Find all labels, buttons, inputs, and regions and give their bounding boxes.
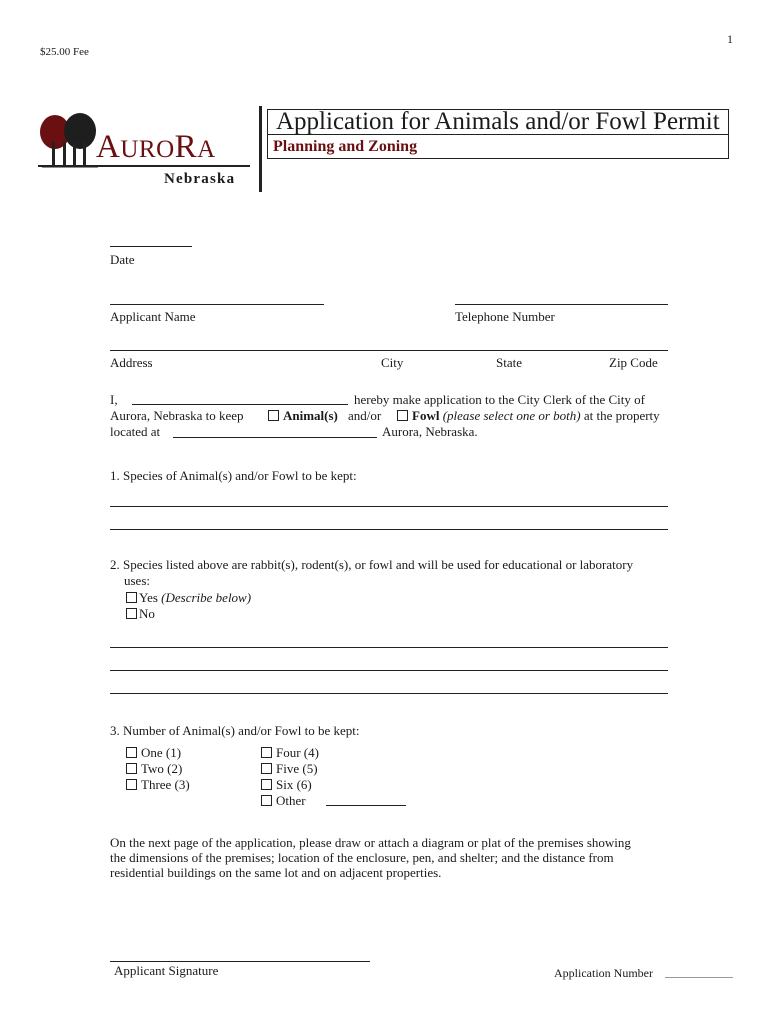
q3-checkbox[interactable] [126,763,137,774]
q2-yes-note: (Describe below) [161,590,252,605]
statement-hereby: hereby make application to the City Clerk of the City of [354,392,645,407]
note-line-1: On the next page of the application, please draw or attach a diagram or plat of the premises showing [110,835,631,850]
q3-option-label: Three (3) [141,777,190,792]
q3-option-label: One (1) [141,745,182,760]
application-number-label: Application Number [554,966,653,980]
page-title: Application for Animals and/or Fowl Permit [276,108,720,135]
city-label: City [381,355,404,370]
logo-state: Nebraska [164,171,236,187]
statement-aurora: Aurora, Nebraska. [382,424,478,439]
q3-checkbox[interactable] [126,747,137,758]
q2-label: 2. Species listed above are rabbit(s), rodent(s), or fowl and will be used for educational or laboratory [110,557,634,572]
q2-yes-label: Yes [139,590,158,605]
q3-option-five[interactable] [261,761,318,777]
fowl-checkbox-option[interactable] [397,408,660,424]
q3-option-label: Four (4) [276,745,319,760]
applicant-name-label: Applicant Name [110,309,196,324]
q2-answer-line-2[interactable] [110,670,668,671]
q3-option-label: Other [276,793,306,808]
tree-logo-icon [38,112,100,168]
q3-option-label: Five (5) [276,761,318,776]
q2-answer-line-1[interactable] [110,647,668,648]
property-location-input[interactable] [173,437,377,438]
statement-andor: and/or [348,408,382,423]
title-divider [259,106,262,192]
q3-checkbox[interactable] [261,763,272,774]
logo-rule [38,165,250,167]
select-note: (please select one or both) [442,408,581,423]
q2-yes-option[interactable] [126,590,251,606]
statement-at-property: at the property [583,408,660,423]
statement-located: located at [110,424,161,439]
q2-no-checkbox[interactable] [126,608,137,619]
animals-checkbox[interactable] [268,410,279,421]
animals-checkbox-option[interactable] [268,408,338,424]
q3-option-six[interactable] [261,777,312,793]
signature-label: Applicant Signature [114,963,219,978]
telephone-label: Telephone Number [455,309,555,324]
zip-label: Zip Code [609,355,658,370]
q2-no-label: No [139,606,155,621]
applicant-inline-name-input[interactable] [132,404,348,405]
q3-checkbox[interactable] [261,779,272,790]
q2-answer-line-3[interactable] [110,693,668,694]
fowl-checkbox[interactable] [397,410,408,421]
telephone-input[interactable] [455,304,668,305]
q3-option-three[interactable] [126,777,190,793]
q3-option-label: Six (6) [276,777,312,792]
q2-label-cont: uses: [124,573,150,588]
statement-keep: Aurora, Nebraska to keep [110,408,244,423]
page-subtitle: Planning and Zoning [273,138,418,155]
statement-i: I, [110,392,118,407]
note-line-2: the dimensions of the premises; location of the enclosure, pen, and shelter; and the distance from [110,850,614,865]
q3-option-other[interactable] [261,793,306,809]
q3-other-input[interactable] [326,805,406,806]
address-label: Address [110,355,153,370]
q1-answer-line-2[interactable] [110,529,668,530]
q1-answer-line-1[interactable] [110,506,668,507]
fee-label: $25.00 Fee [40,46,89,58]
q3-label: 3. Number of Animal(s) and/or Fowl to be kept: [110,723,360,738]
q2-yes-checkbox[interactable] [126,592,137,603]
application-number-input[interactable] [665,977,733,978]
signature-input[interactable] [110,961,370,962]
q3-checkbox[interactable] [261,795,272,806]
logo-wordmark: AURORA [96,129,216,165]
date-input[interactable] [110,246,192,247]
q3-option-four[interactable] [261,745,319,761]
q3-option-two[interactable] [126,761,182,777]
q2-no-option[interactable] [126,606,155,622]
q3-checkbox[interactable] [126,779,137,790]
state-label: State [496,355,522,370]
animals-label: Animal(s) [283,408,338,423]
fowl-label: Fowl [412,408,440,423]
note-line-3: residential buildings on the same lot and on adjacent properties. [110,865,442,880]
page-number: 1 [727,32,733,46]
date-label: Date [110,252,135,267]
q3-checkbox[interactable] [261,747,272,758]
applicant-name-input[interactable] [110,304,324,305]
address-input[interactable] [110,350,668,351]
q3-option-label: Two (2) [141,761,183,776]
q3-option-one[interactable] [126,745,181,761]
q1-label: 1. Species of Animal(s) and/or Fowl to be kept: [110,468,357,483]
